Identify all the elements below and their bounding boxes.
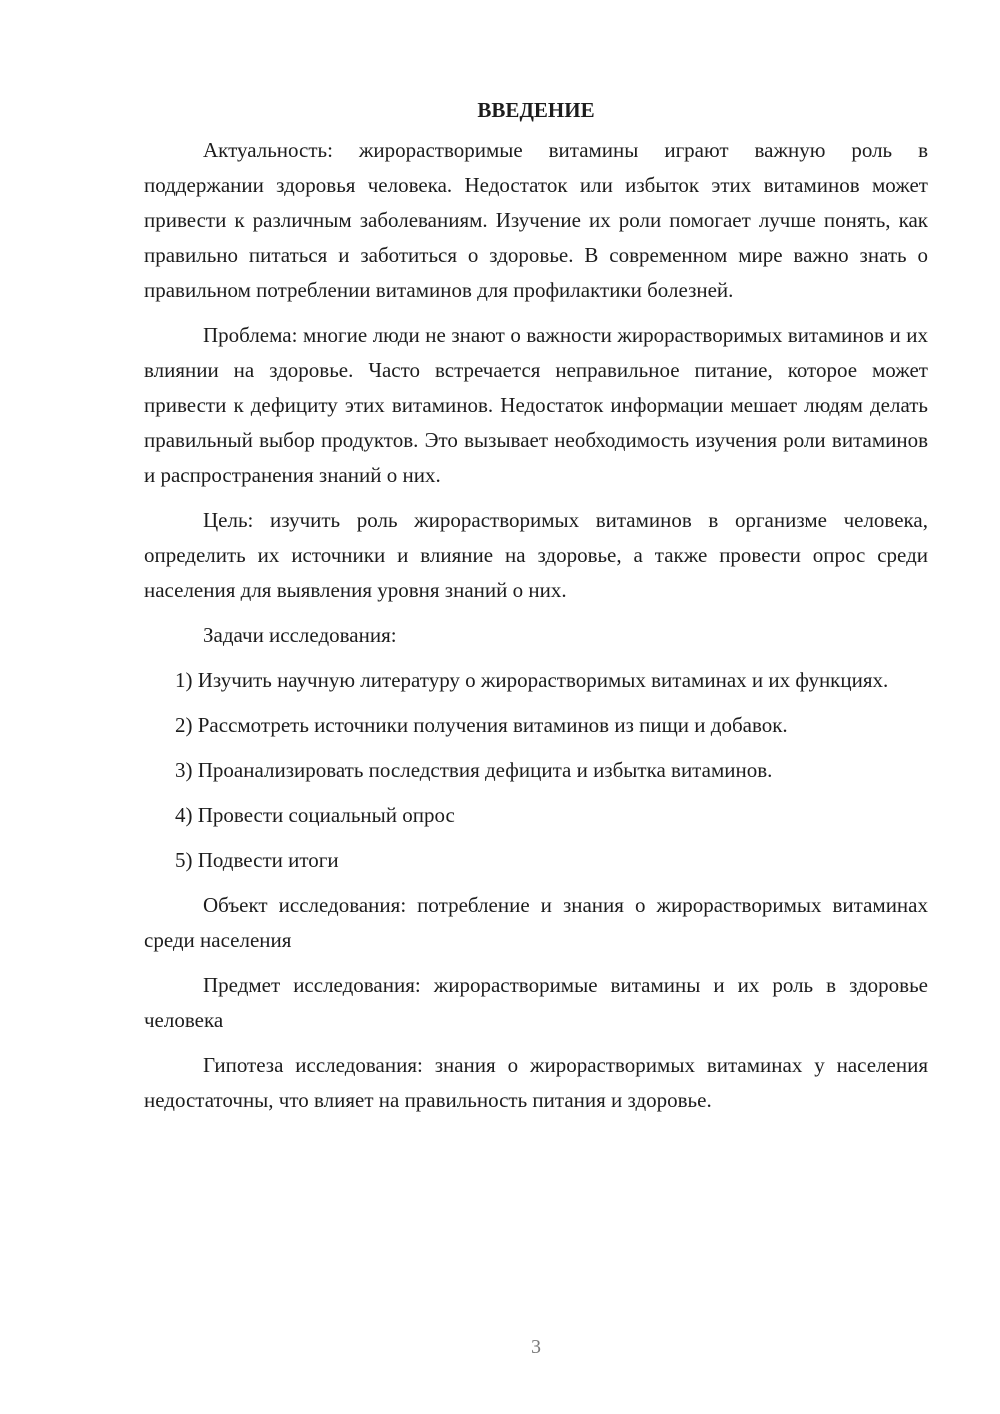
page-title: ВВЕДЕНИЕ: [477, 98, 595, 122]
task-item-4: 4) Провести социальный опрос: [175, 803, 455, 827]
page-number: 3: [531, 1336, 541, 1358]
paragraph-object: Объект исследования: потребление и знания о жирорастворимых витаминах среди населения: [144, 893, 928, 952]
task-item-5: 5) Подвести итоги: [175, 848, 339, 872]
task-item-1: 1) Изучить научную литературу о жирорастворимых витаминах и их функциях.: [175, 668, 889, 692]
tasks-heading: Задачи исследования:: [203, 623, 397, 647]
task-item-3: 3) Проанализировать последствия дефицита и избытка витаминов.: [175, 758, 773, 782]
page-content: [144, 93, 928, 1118]
paragraph-hypothesis: Гипотеза исследования: знания о жирорастворимых витаминах у населения недостаточны, что влияет на правильность питания и здоровье.: [144, 1053, 928, 1112]
paragraph-problem: Проблема: многие люди не знают о важности жирорастворимых витаминов и их влиянии на здоровье. Часто встречается неправильное питание, которое может привести к дефициту этих витаминов. Недостаток информации мешает людям делать правильный выбор продуктов. Это вызывает необходимость изучения роли витаминов и распространения знаний о них.: [144, 323, 928, 487]
paragraph-goal: Цель: изучить роль жирорастворимых витаминов в организме человека, определить их источники и влияние на здоровье, а также провести опрос среди населения для выявления уровня знаний о них.: [144, 508, 928, 602]
task-item-2: 2) Рассмотреть источники получения витаминов из пищи и добавок.: [175, 713, 788, 737]
paragraph-relevance: Актуальность: жирорастворимые витамины играют важную роль в поддержании здоровья человека. Недостаток или избыток этих витаминов может привести к различным заболеваниям. Изучение их роли помогает лучше понять, как правильно питаться и заботиться о здоровье. В современном мире важно знать о правильном потреблении витаминов для профилактики болезней.: [144, 138, 928, 302]
paragraph-subject: Предмет исследования: жирорастворимые витамины и их роль в здоровье человека: [144, 973, 928, 1032]
